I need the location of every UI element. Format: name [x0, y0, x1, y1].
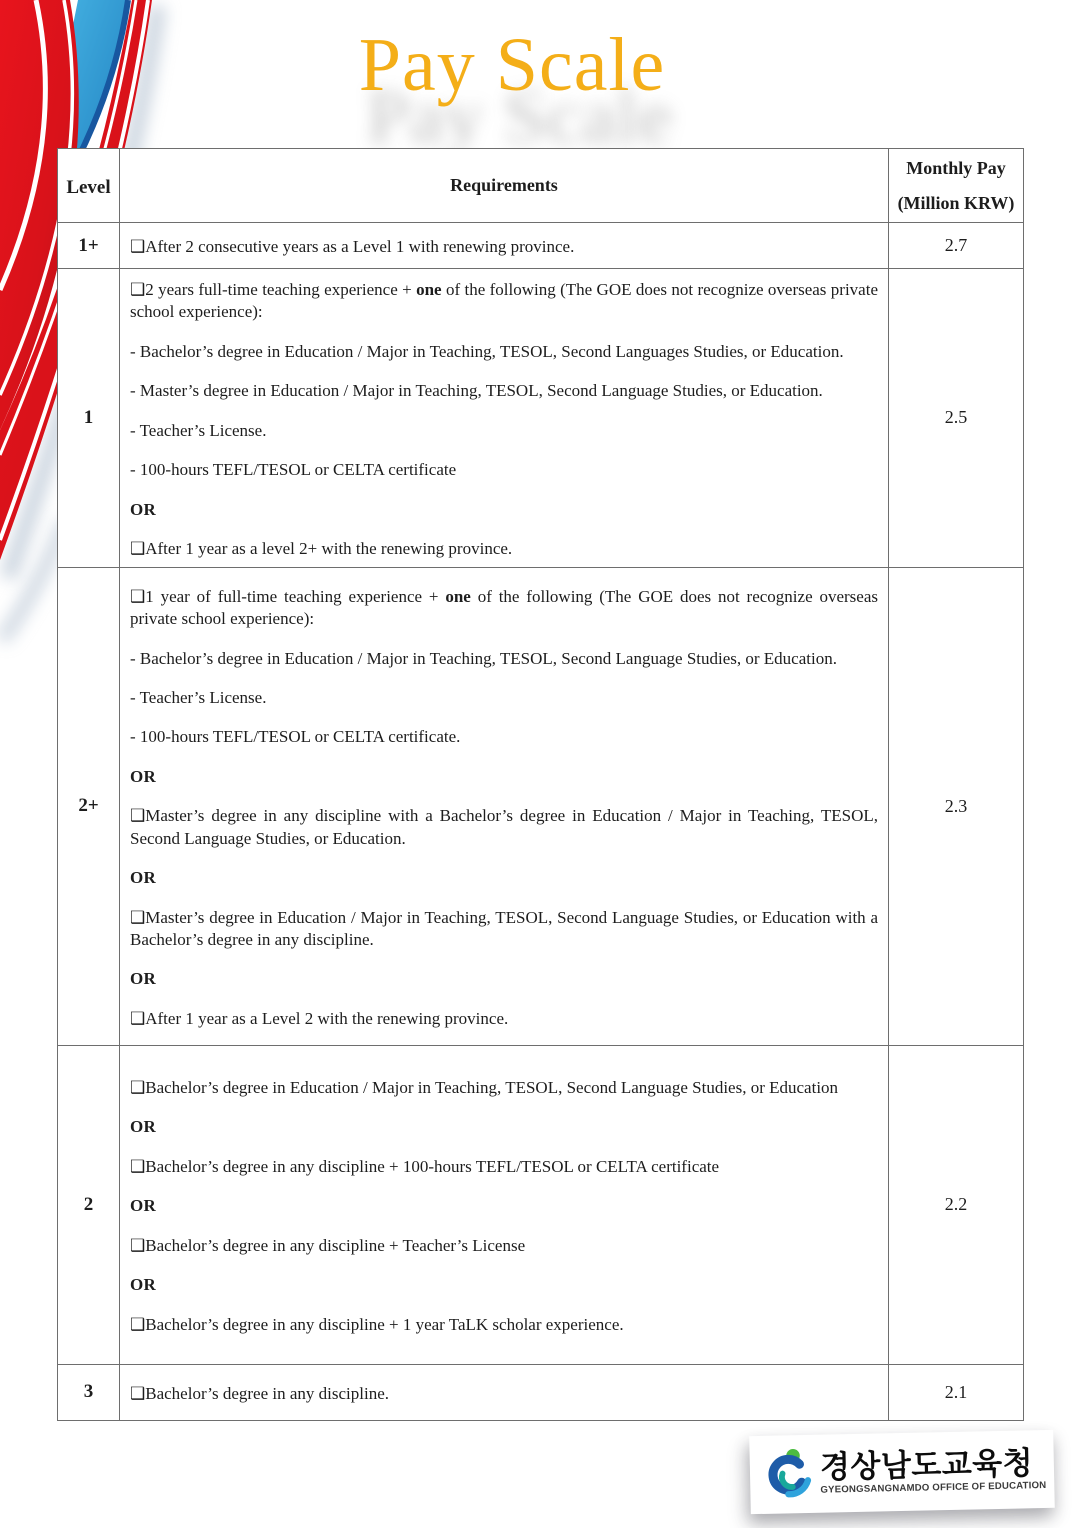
table-row — [58, 1364, 1024, 1420]
requirements-column-header: Requirements — [120, 149, 889, 223]
goe-logo-english-name: GYEONGSANGNAMDO OFFICE OF EDUCATION — [820, 1480, 1047, 1496]
table-row — [58, 567, 1024, 1045]
pay-scale-table — [57, 148, 1024, 1421]
level-cell: 2+ — [58, 567, 120, 1045]
or-separator: OR — [130, 766, 157, 786]
goe-logo-korean-name: 경상남도교육청 — [819, 1445, 1034, 1485]
level-cell: 1+ — [58, 223, 120, 269]
level-cell: 2 — [58, 1045, 120, 1364]
table-row — [58, 1045, 1024, 1364]
or-separator: OR — [130, 1196, 157, 1216]
table-header-row — [58, 149, 1024, 223]
level-column-header: Level — [58, 149, 120, 223]
monthly-pay-cell: 2.5 — [889, 269, 1024, 568]
requirements-cell — [120, 567, 889, 1045]
page-title: Pay Scale — [358, 23, 666, 107]
or-separator: OR — [130, 969, 157, 989]
requirement-text: ❑Master’s degree in Education / Major in Teaching, TESOL, Second Language Studies, or Education with a Bachelor’s degree in any discipline. — [130, 907, 878, 950]
goe-logo-mark-icon — [759, 1445, 814, 1504]
requirements-cell — [120, 1045, 889, 1364]
monthly-pay-column-header — [889, 149, 1024, 223]
monthly-pay-cell: 2.3 — [889, 567, 1024, 1045]
requirement-text: ❑After 2 consecutive years as a Level 1 with renewing province. — [130, 237, 575, 257]
requirement-text: - Teacher’s License. — [130, 687, 267, 707]
monthly-pay-cell: 2.1 — [889, 1364, 1024, 1420]
requirements-cell — [120, 1364, 889, 1420]
requirement-text: - 100-hours TEFL/TESOL or CELTA certificate — [130, 460, 457, 480]
requirement-text: ❑Bachelor’s degree in any discipline + 100-hours TEFL/TESOL or CELTA certificate — [130, 1156, 720, 1176]
goe-logo — [749, 1430, 1055, 1514]
or-separator: OR — [130, 1275, 157, 1295]
requirements-cell — [120, 269, 889, 568]
requirement-text: - Bachelor’s degree in Education / Major in Teaching, TESOL, Second Language Studies, or Education. — [130, 648, 837, 668]
requirement-text: - 100-hours TEFL/TESOL or CELTA certificate. — [130, 727, 461, 747]
monthly-pay-header-line2: (Million KRW) — [897, 192, 1015, 213]
requirement-text: - Bachelor’s degree in Education / Major in Teaching, TESOL, Second Languages Studies, or Education. — [130, 341, 844, 361]
or-separator: OR — [130, 868, 157, 888]
monthly-pay-cell: 2.7 — [889, 223, 1024, 269]
requirement-text: ❑1 year of full-time teaching experience + one of the following (The GOE does not recognize overseas private school experience): — [130, 586, 878, 629]
requirement-text: ❑After 1 year as a Level 2 with the renewing province. — [130, 1008, 509, 1028]
requirement-text: ❑2 years full-time teaching experience + one of the following (The GOE does not recognize overseas private school experience): — [130, 280, 878, 322]
monthly-pay-cell: 2.2 — [889, 1045, 1024, 1364]
table-row — [58, 269, 1024, 568]
or-separator: OR — [130, 499, 157, 519]
requirement-text: ❑Bachelor’s degree in any discipline + Teacher’s License — [130, 1235, 526, 1255]
level-cell: 1 — [58, 269, 120, 568]
requirements-cell — [120, 223, 889, 269]
level-cell: 3 — [58, 1364, 120, 1420]
requirement-text: ❑Bachelor’s degree in any discipline + 1 year TaLK scholar experience. — [130, 1314, 624, 1334]
goe-logo-text — [820, 1447, 1047, 1495]
requirement-text: ❑After 1 year as a level 2+ with the renewing province. — [130, 539, 513, 559]
monthly-pay-header-line1: Monthly Pay — [906, 158, 1006, 179]
requirement-text: ❑Bachelor’s degree in Education / Major in Teaching, TESOL, Second Language Studies, or Education — [130, 1077, 839, 1097]
requirement-text: - Master’s degree in Education / Major in Teaching, TESOL, Second Language Studies, or Education. — [130, 381, 823, 401]
table-row — [58, 223, 1024, 269]
or-separator: OR — [130, 1117, 157, 1137]
requirement-text: ❑Master’s degree in any discipline with a Bachelor’s degree in Education / Major in Teaching, TESOL, Second Language Studies, or Education. — [130, 806, 878, 848]
requirement-text: ❑Bachelor’s degree in any discipline. — [130, 1383, 389, 1403]
requirement-text: - Teacher’s License. — [130, 420, 267, 440]
